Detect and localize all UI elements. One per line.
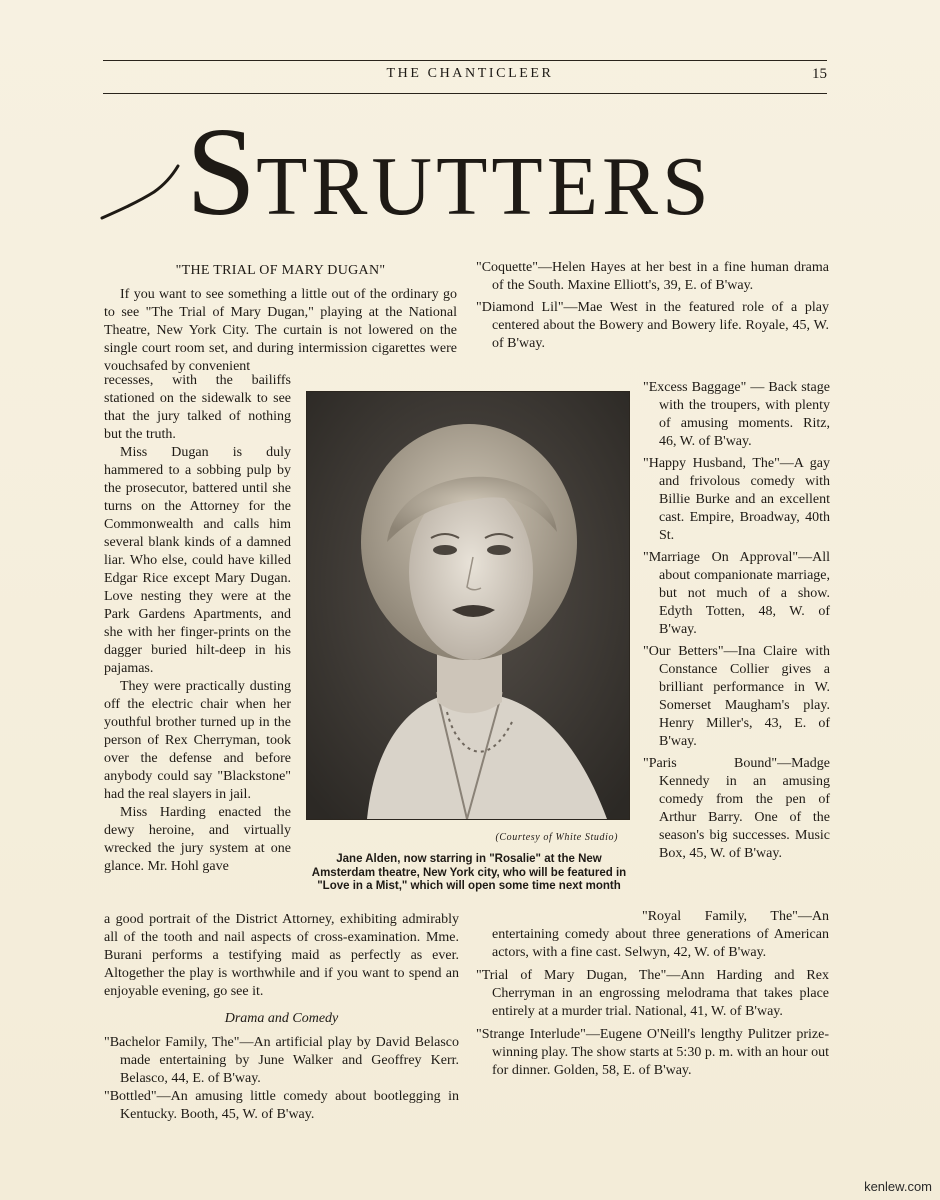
- review-paragraph-1: If you want to see something a little out of the ordinary go to see "The Trial of Mary Dugan," playing at the National Theatre, New York City. The curtain is not lowered on the single court room set, and during intermission cigarettes were vouchsafed by convenient: [104, 287, 457, 374]
- review-article-top: [104, 262, 457, 376]
- listing-paris-bound: "Paris Bound"—Madge Kennedy in an amusing comedy from the pen of Arthur Barry. One of the season's big successes. Music Box, 45, W. of B'way.: [643, 756, 830, 861]
- title-rest: TRUTTERS: [256, 140, 713, 233]
- portrait-photo: [306, 391, 630, 820]
- review-article-narrow: [104, 372, 291, 876]
- listing-excess-baggage: "Excess Baggage" — Back stage with the troupers, with plenty of amusing moments. Ritz, 46, W. of B'way.: [643, 380, 830, 449]
- review-paragraph-2: Miss Dugan is duly hammered to a sobbing pulp by the prosecutor, battered until she turns on the Attorney for the Commonwealth and calls him several blank kinds of a damned liar. Who else, could have killed Edgar Rice except Mary Dugan. Love nesting they were at the Park Gardens Apartments, and she with her finger-prints on the dagger buried hilt-deep in his pajamas.: [104, 445, 291, 676]
- decorative-swash-icon: [100, 162, 180, 222]
- watermark: kenlew.com: [864, 1179, 932, 1194]
- review-paragraph-1b: recesses, with the bailiffs stationed on the sidewalk to see that the jury talked of nothing but the truth.: [104, 373, 291, 442]
- publication-name: THE CHANTICLEER: [386, 66, 554, 81]
- listings-right-top: [476, 259, 829, 353]
- review-paragraph-4b: a good portrait of the District Attorney, exhibiting admirably all of the tooth and nail aspects of cross-examination. Mme. Burani performs a testifying maid as perfectly as ever. Altogether the play is worthwhile and if you want to spend an enjoyable evening, go see it.: [104, 912, 459, 999]
- header-rule-bottom: [103, 93, 827, 94]
- listing-trial-of-mary-dugan: "Trial of Mary Dugan, The"—Ann Harding and Rex Cherryman in an engrossing melodrama that takes place entirely at a murder trial. National, 41, W. of B'way.: [476, 968, 829, 1019]
- listing-marriage-on-approval: "Marriage On Approval"—All about companionate marriage, but not much of a show. Edyth Totten, 48, W. of B'way.: [643, 550, 830, 637]
- listing-royal-family: "Royal Family, The"—An entertaining comedy about three generations of American actors, with a fine cast. Selwyn, 42, W. of B'way.: [492, 909, 829, 960]
- review-paragraph-3: They were practically dusting off the electric chair when her youthful brother turned up in the person of Rex Cherryman, took over the defense and before anybody could say "Blackstone" had the real slayers in jail.: [104, 679, 291, 802]
- photo-caption: Jane Alden, now starring in "Rosalie" at the New Amsterdam theatre, New York city, who will be featured in "Love in a Mist," which will open some time next month: [311, 853, 627, 892]
- review-paragraph-4: Miss Harding enacted the dewy heroine, and virtually wrecked the jury system at one glance. Mr. Hohl gave: [104, 805, 291, 874]
- header-rule-top: [103, 60, 827, 61]
- review-heading: "THE TRIAL OF MARY DUGAN": [175, 263, 386, 278]
- listings-heading: Drama and Comedy: [224, 1011, 339, 1026]
- listing-happy-husband: "Happy Husband, The"—A gay and frivolous comedy with Billie Burke and an excellent cast. Empire, Broadway, 40th St.: [643, 456, 830, 543]
- listing-bottled: "Bottled"—An amusing little comedy about bootlegging in Kentucky. Booth, 45, W. of B'way.: [104, 1089, 459, 1122]
- listing-coquette: "Coquette"—Helen Hayes at her best in a fine human drama of the South. Maxine Elliott's, 39, E. of B'way.: [476, 260, 829, 293]
- photo-credit: (Courtesy of White Studio): [495, 832, 618, 843]
- page-number: 15: [812, 66, 827, 82]
- listings-right-bottom: [476, 908, 829, 1080]
- section-title: [100, 103, 820, 242]
- listings-right-narrow: [643, 379, 830, 863]
- listing-our-betters: "Our Betters"—Ina Claire with Constance Collier gives a brilliant performance in W. Somerset Maugham's play. Henry Miller's, 43, E. of B'way.: [643, 644, 830, 749]
- title-initial: S: [186, 103, 257, 242]
- portrait-image: [307, 392, 629, 819]
- listing-bachelor-family: "Bachelor Family, The"—An artificial play by David Belasco made entertaining by June Walker and Geoffrey Kerr. Belasco, 44, E. of B'way.: [104, 1035, 459, 1086]
- listing-diamond-lil: "Diamond Lil"—Mae West in the featured role of a play centered about the Bowery and Bowery life. Royale, 45, W. of B'way.: [476, 300, 829, 351]
- review-article-bottom: [104, 911, 459, 1124]
- listing-strange-interlude: "Strange Interlude"—Eugene O'Neill's lengthy Pulitzer prize-winning play. The show starts at 5:30 p. m. with an hour out for dinner. Golden, 58, E. of B'way.: [476, 1027, 829, 1078]
